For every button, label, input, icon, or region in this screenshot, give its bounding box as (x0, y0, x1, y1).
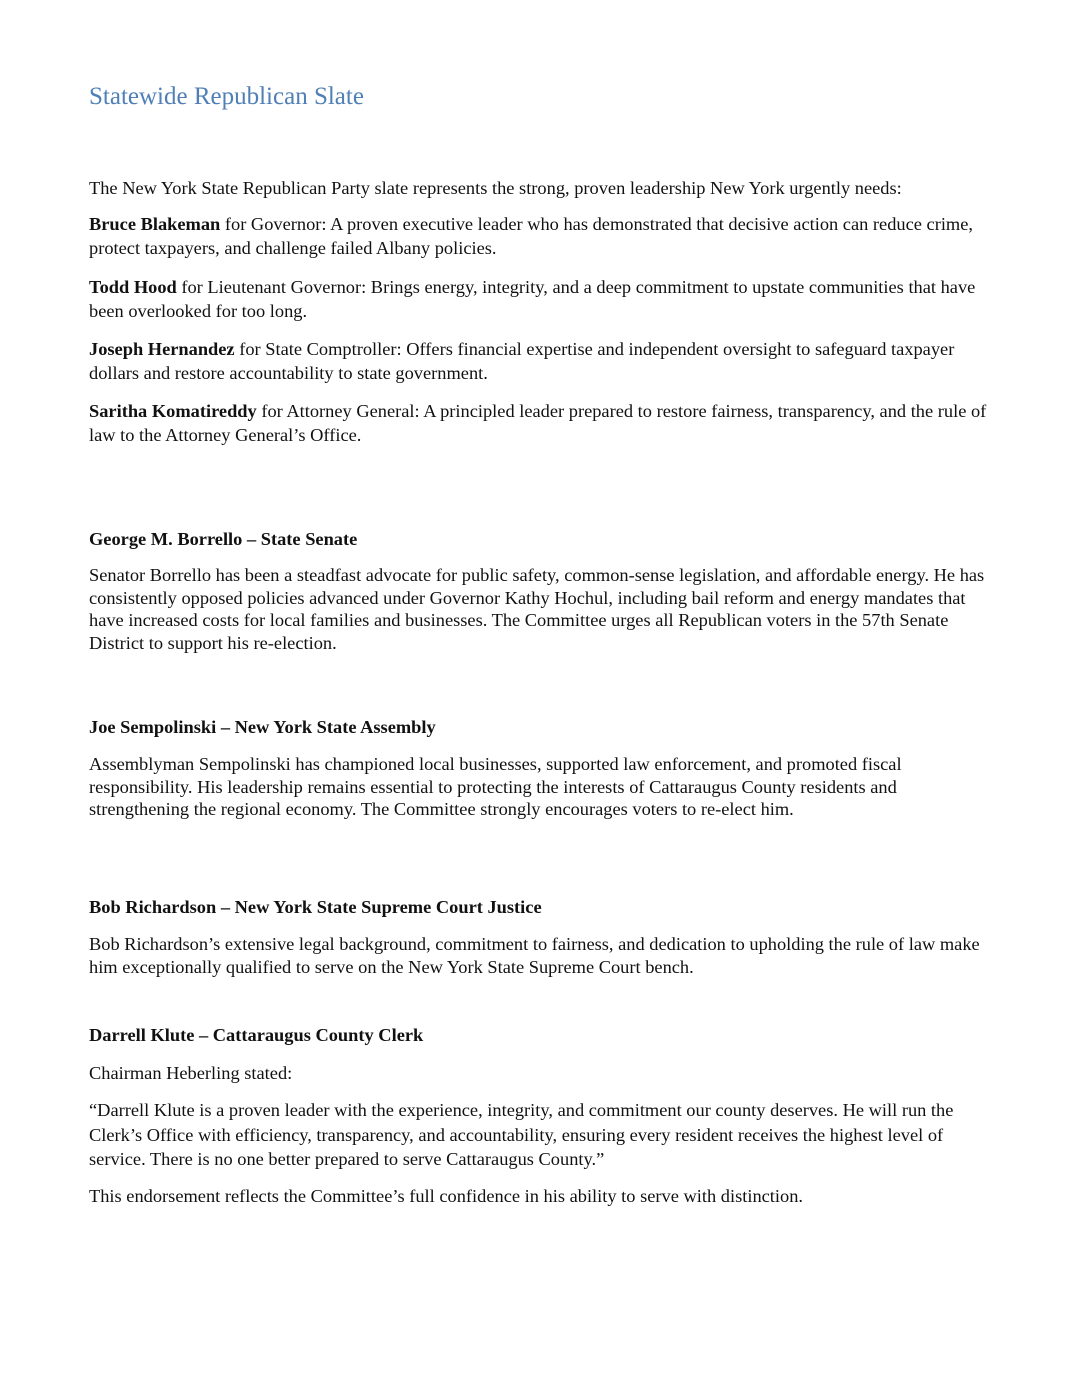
candidate-description: for Governor: A proven executive leader who has demonstrated that decisive action can reduce crime, protect taxpayers, and challenge failed Albany policies. (89, 214, 973, 258)
section-body: Assemblyman Sempolinski has championed local businesses, supported law enforcement, and promoted fiscal responsibility. His leadership remains essential to protecting the interests of Cattaraugus County residents and strengthening the regional economy. The Committee strongly encourages voters to re-elect him. (89, 754, 902, 820)
section-title: Bob Richardson – New York State Supreme Court Justice (89, 897, 542, 917)
section-title: George M. Borrello – State Senate (89, 529, 358, 549)
slate-entry (89, 399, 994, 447)
slate-entry (89, 275, 994, 323)
section-body: Senator Borrello has been a steadfast advocate for public safety, common-sense legislation, and affordable energy. He has consistently opposed policies advanced under Governor Kathy Hochul, including bail reform and energy mandates that have increased costs for local families and businesses. The Committee urges all Republican voters in the 57th Senate District to support his re-election. (89, 565, 985, 653)
candidate-description: for Lieutenant Governor: Brings energy, integrity, and a deep commitment to upstate communities that have been overlooked for too long. (89, 277, 976, 321)
section-title: Joe Sempolinski – New York State Assembly (89, 717, 436, 737)
section-title: Darrell Klute – Cattaraugus County Clerk (89, 1025, 424, 1045)
intro-paragraph: The New York State Republican Party slate represents the strong, proven leadership New York urgently needs: (89, 178, 902, 198)
candidate-name: Saritha Komatireddy (89, 401, 257, 421)
candidate-description: for Attorney General: A principled leader prepared to restore fairness, transparency, and the rule of law to the Attorney General’s Office. (89, 401, 987, 445)
candidate-name: Bruce Blakeman (89, 214, 221, 234)
candidate-name: Joseph Hernandez (89, 339, 235, 359)
page-title: Statewide Republican Slate (89, 83, 364, 110)
candidate-description: for State Comptroller: Offers financial expertise and independent oversight to safeguard taxpayer dollars and restore accountability to state government. (89, 339, 955, 383)
slate-entry (89, 212, 994, 260)
section-body: Bob Richardson’s extensive legal background, commitment to fairness, and dedication to upholding the rule of law make him exceptionally qualified to serve on the New York State Supreme Court bench. (89, 934, 980, 977)
slate-entry (89, 337, 994, 385)
section-body: Chairman Heberling stated: (89, 1063, 293, 1083)
closing-paragraph: This endorsement reflects the Committee’s full confidence in his ability to serve with distinction. (89, 1186, 804, 1206)
candidate-name: Todd Hood (89, 277, 177, 297)
quote-paragraph: “Darrell Klute is a proven leader with the experience, integrity, and commitment our county deserves. He will run the Clerk’s Office with efficiency, transparency, and accountability, ensuring every resident receives the highest level of service. There is no one better prepared to serve Cattaraugus County.” (89, 1100, 954, 1169)
